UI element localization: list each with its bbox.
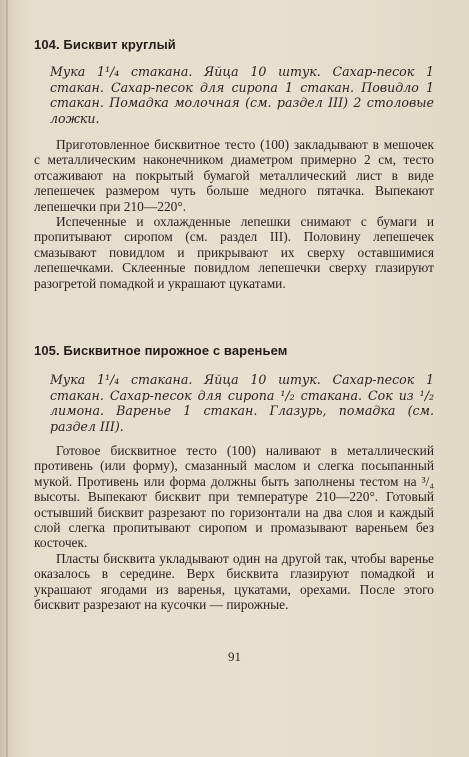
recipe-105 [34, 343, 434, 358]
page-number: 91 [228, 649, 241, 664]
page-spine-shadow [6, 0, 8, 757]
recipe-105-title: 105. Бисквитное пирожное с вареньем [34, 343, 288, 358]
recipe-105-text [34, 443, 434, 612]
recipe-105-ingredients-block [34, 372, 434, 434]
recipe-104 [34, 37, 434, 52]
recipe-104-ingredients: Мука 1¹/₄ стакана. Яйца 10 штук. Сахар-песок 1 стакан. Сахар-песок для сиропа 1 стакан. Повидло 1 стакан. Помадка молочная (см. раздел III) 2 столовые ложки. [50, 64, 434, 126]
recipe-104-paragraph-2: Испеченные и охлажденные лепешки снимают с бумаги и пропитывают сиропом (см. раздел III). Половину лепешечек смазывают повидлом и прикрывают их сверху оставшимися лепешечками. Склеенные повидлом лепешечки сверху глазируют разогретой помадкой и украшают цукатами. [34, 214, 434, 291]
recipe-104-paragraph-1: Приготовленное бисквитное тесто (100) закладывают в мешочек с металлическим наконечником диаметром примерно 2 см, тесто отсаживают на покрытый бумагой металлический лист в виде лепешечек размером чуть больше медного пятачка. Выпекают лепешечки при 210—220°. [34, 137, 434, 214]
recipe-104-ingredients-block [34, 64, 434, 126]
recipe-105-paragraph-1: Готовое бисквитное тесто (100) наливают в металлический противень (или форму), смазанный маслом и слегка посыпанный мукой. Противень или форма должны быть заполнены тестом на ³/₄ высоты. Выпекают бисквит при температуре 210—220°. Готовый остывший бисквит разрезают по горизонтали на два слоя и каждый слой слегка пропитывают сиропом и промазывают вареньем без косточек. [34, 443, 434, 551]
recipe-105-paragraph-2: Пласты бисквита укладывают один на другой так, чтобы варенье оказалось в середине. Верх бисквита глазируют помадкой и украшают ягодами из варенья, цукатами, орехами. После этого бисквит разрезают на кусочки — пирожные. [34, 550, 434, 613]
recipe-104-title: 104. Бисквит круглый [34, 37, 176, 52]
recipe-105-ingredients: Мука 1¹/₄ стакана. Яйца 10 штук. Сахар-песок 1 стакан. Сахар-песок для сиропа ¹/₂ стакана. Сок из ¹/₂ лимона. Варенье 1 стакан. Глазурь, помадка (см. раздел III). [50, 372, 434, 434]
recipe-104-text [34, 137, 434, 291]
